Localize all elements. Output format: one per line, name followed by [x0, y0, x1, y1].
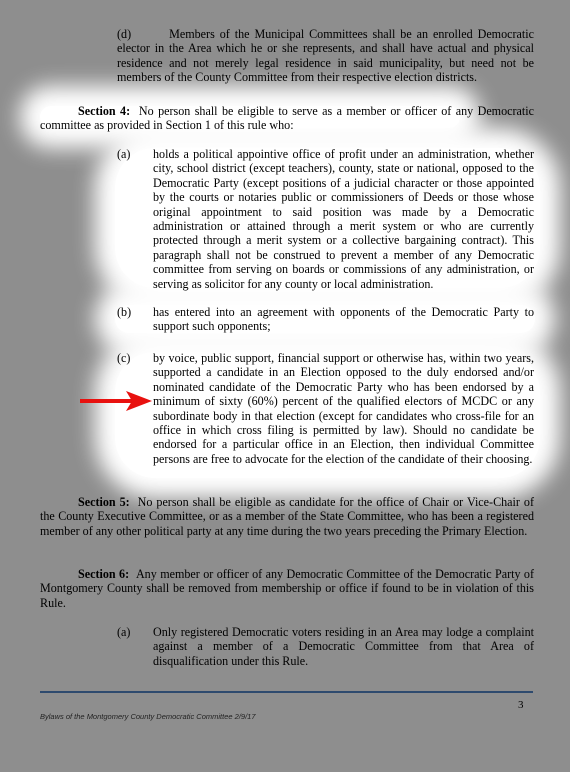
footer-text: Bylaws of the Montgomery County Democratic Committee 2/9/17	[40, 712, 256, 721]
red-arrow-icon	[80, 390, 154, 412]
section4-heading: Section 4:	[78, 104, 131, 118]
section5-paragraph	[40, 495, 534, 538]
section6-text: Any member or officer of any Democratic Committee of the Democratic Party of Montgomery County shall be removed from membership or office if found to be in violation of this Rule.	[40, 567, 534, 610]
section4-item-a-marker: (a)	[117, 147, 131, 161]
section6-paragraph	[40, 567, 534, 610]
section4-item-a-text: holds a political appointive office of profit under an administration, whether city, school district (except teachers), county, state or national, opposed to the Democratic Party (except positions of a judicial character or those appointed by the courts or notaries public or commissioners of Deeds or those whose original appointment to said position was made by a Democratic administration or attained through a merit system or who are currently protected through a merit system or a collective bargaining contract). This paragraph shall not be construed to prevent a member of any Democratic committee from serving on boards or commissions of any administration, or serving as solicitor for any county or local administration.	[153, 147, 534, 291]
section4-paragraph	[40, 104, 534, 133]
section5-text: No person shall be eligible as candidate for the office of Chair or Vice-Chair of the County Executive Committee, or as a member of the State Committee, who has been a registered member of any other political party at any time during the two years preceding the Primary Election.	[40, 495, 534, 538]
section4-text: No person shall be eligible to serve as a member or officer of any Democratic committee as provided in Section 1 of this rule who:	[40, 104, 534, 133]
paragraph-d	[117, 27, 534, 85]
section6-item-a-marker: (a)	[117, 625, 131, 639]
section4-item-c-text: by voice, public support, financial support or otherwise has, within two years, supported a candidate in an Election opposed to the duly endorsed and/or nominated candidate of the Democratic Party who has been endorsed by a minimum of sixty (60%) percent of the qualified electors of MCDC or any subordinate body in that election (except for candidates who cross-file for an office in which cross filing is permitted by law). Should no candidate be endorsed for a particular office in an Election, then individual Committee persons are free to advocate for the election of the candidate of their choosing.	[153, 351, 534, 466]
section4-item-b-marker: (b)	[117, 305, 132, 319]
section4-item-c-marker: (c)	[117, 351, 131, 365]
section6-item-a-text: Only registered Democratic voters residing in an Area may lodge a complaint against a member of a Democratic Committee from that Area of disqualification under this Rule.	[153, 625, 534, 668]
page-number: 3	[518, 699, 524, 711]
section5-heading: Section 5:	[78, 495, 130, 509]
paragraph-d-text: Members of the Municipal Committees shall be an enrolled Democratic elector in the Area which he or she represents, and shall have actual and physical residence and not merely legal residence in said municipality, but need not be members of the County Committee from their respective election districts.	[117, 27, 534, 85]
section6-heading: Section 6:	[78, 567, 130, 581]
paragraph-d-marker: (d)	[117, 27, 132, 41]
section4-item-b-text: has entered into an agreement with opponents of the Democratic Party to support such opponents;	[153, 305, 534, 334]
footer-rule	[40, 691, 533, 693]
